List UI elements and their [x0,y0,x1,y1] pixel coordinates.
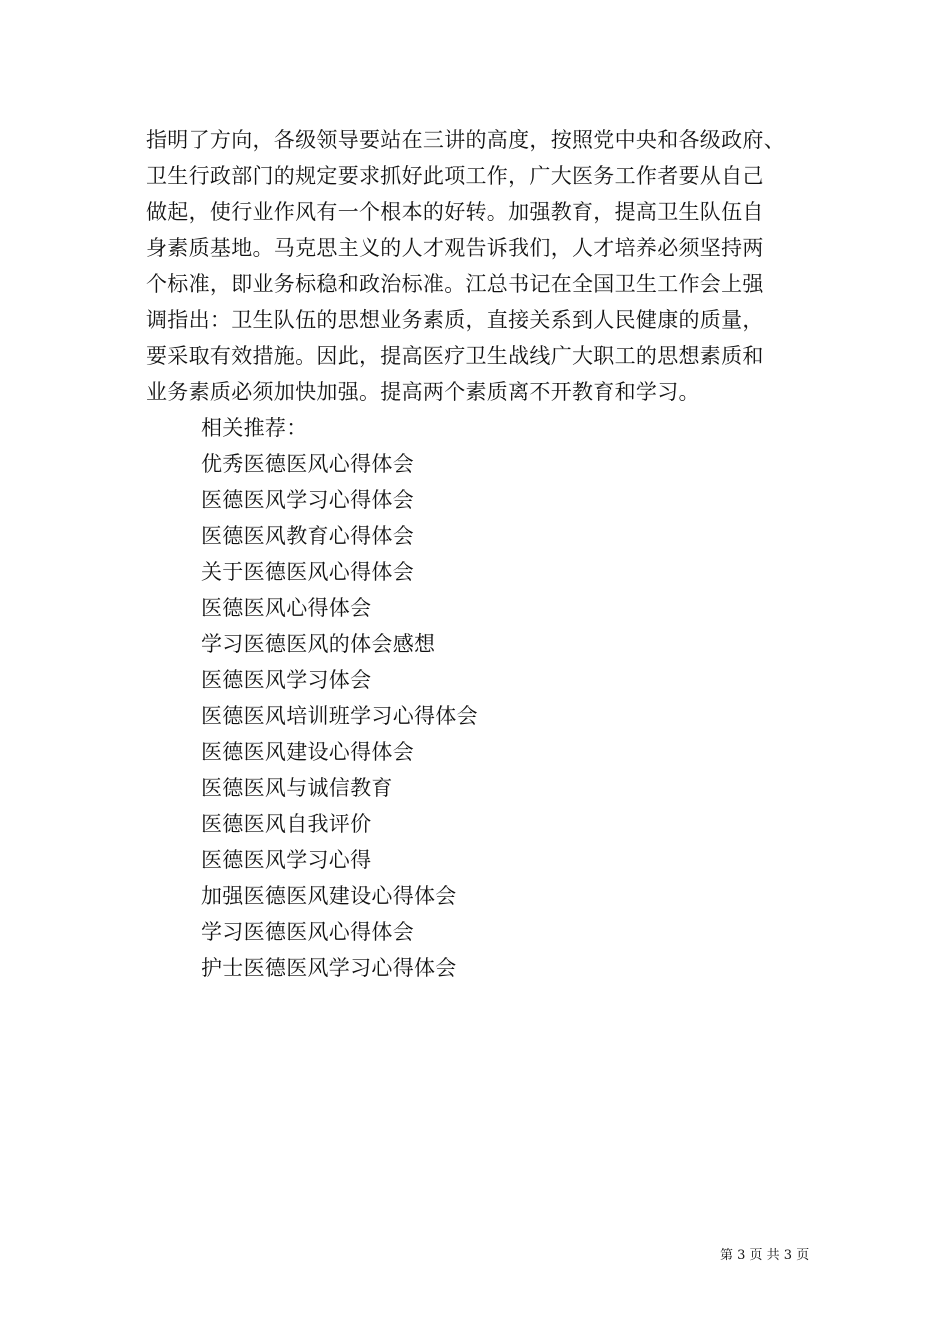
related-item[interactable]: 医德医风与诚信教育 [201,776,393,800]
paragraph-line: 调指出：卫生队伍的思想业务素质，直接关系到人民健康的质量， [146,308,764,332]
paragraph-line: 卫生行政部门的规定要求抓好此项工作，广大医务工作者要从自己 [146,164,764,188]
related-item[interactable]: 医德医风培训班学习心得体会 [201,704,478,728]
paragraph-line: 做起，使行业作风有一个根本的好转。加强教育，提高卫生队伍自 [146,200,764,224]
related-heading: 相关推荐： [201,416,308,440]
related-list [201,446,801,986]
related-item[interactable]: 医德医风学习心得 [201,848,372,872]
related-item[interactable]: 学习医德医风的体会感想 [201,632,436,656]
related-item[interactable]: 关于医德医风心得体会 [201,560,414,584]
related-item[interactable]: 医德医风自我评价 [201,812,372,836]
related-item[interactable]: 医德医风建设心得体会 [201,740,414,764]
paragraph-line: 要采取有效措施。因此，提高医疗卫生战线广大职工的思想素质和 [146,344,764,368]
paragraph-line: 身素质基地。马克思主义的人才观告诉我们，人才培养必须坚持两 [146,236,764,260]
related-item[interactable]: 优秀医德医风心得体会 [201,452,414,476]
related-item[interactable]: 医德医风学习体会 [201,668,372,692]
paragraph-line: 指明了方向，各级领导要站在三讲的高度，按照党中央和各级政府、 [146,128,785,152]
paragraph-line: 业务素质必须加快加强。提高两个素质离不开教育和学习。 [146,380,700,404]
related-item[interactable]: 加强医德医风建设心得体会 [201,884,457,908]
related-item[interactable]: 医德医风教育心得体会 [201,524,414,548]
paragraph-line: 个标准，即业务标稳和政治标准。江总书记在全国卫生工作会上强 [146,272,764,296]
related-item[interactable]: 护士医德医风学习心得体会 [201,956,457,980]
related-item[interactable]: 医德医风心得体会 [201,596,372,620]
body-paragraph [146,122,816,410]
related-item[interactable]: 学习医德医风心得体会 [201,920,414,944]
related-item[interactable]: 医德医风学习心得体会 [201,488,414,512]
page-number-footer: 第 3 页 共 3 页 [720,1248,810,1263]
related-recommendations [201,410,801,986]
